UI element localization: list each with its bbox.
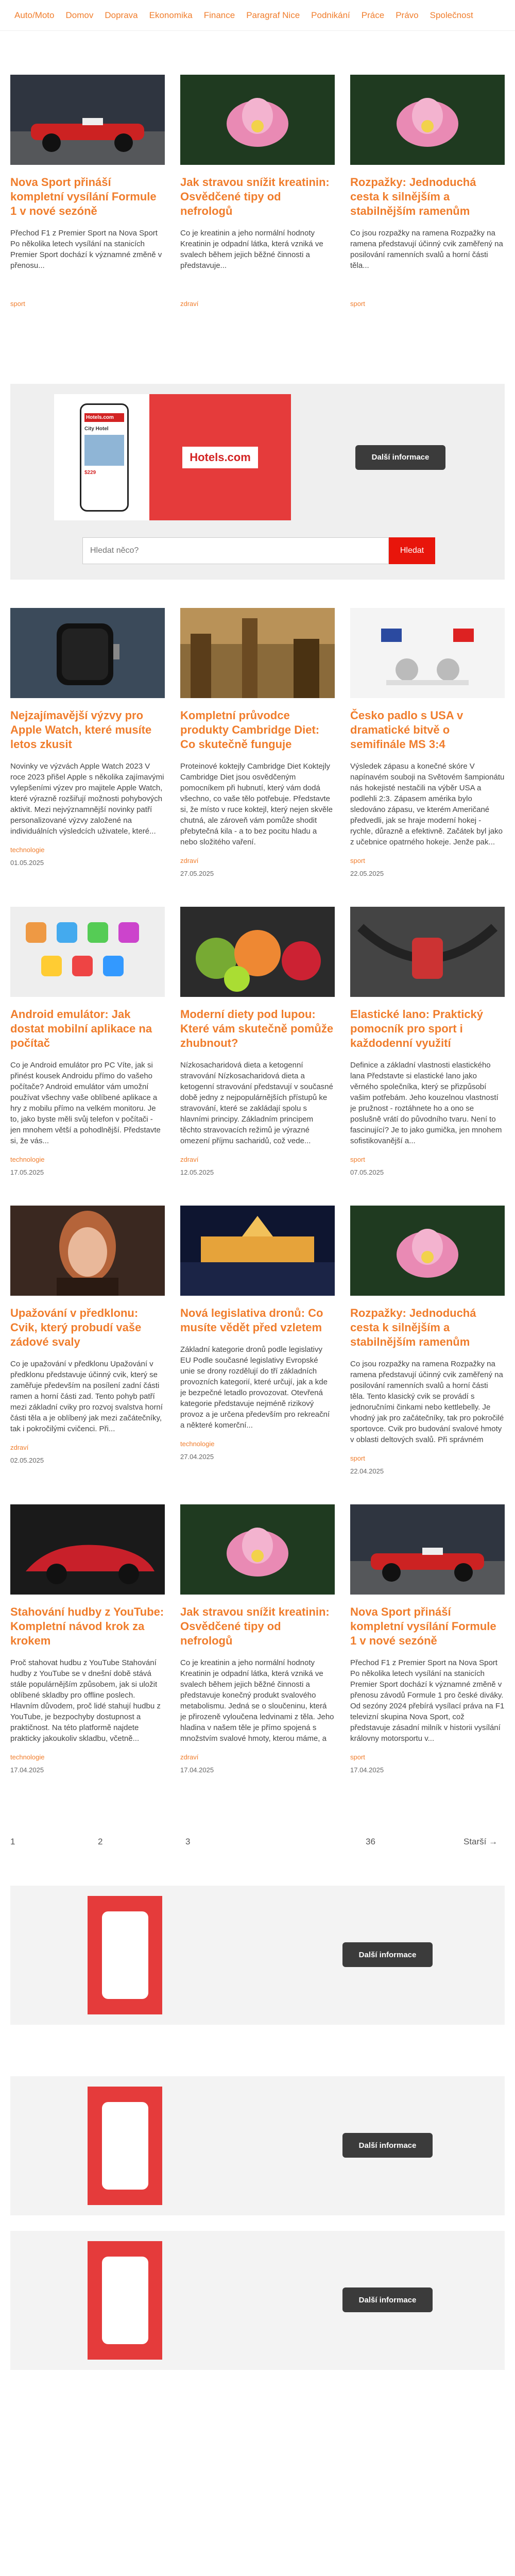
- ad-more-info-button[interactable]: Další informace: [342, 1942, 433, 1967]
- article-thumbnail[interactable]: [180, 1504, 335, 1595]
- ad-more-info-button[interactable]: Další informace: [342, 2133, 433, 2158]
- article-category[interactable]: zdraví: [10, 1444, 29, 1451]
- article-thumbnail[interactable]: [180, 907, 335, 997]
- search-form: [82, 537, 435, 564]
- article-excerpt: Přechod F1 z Premier Sport na Nova Sport Po několika letech vysílání na stanicích Premier Sport dochází k významné změně v přenosu...: [10, 229, 162, 270]
- article-category[interactable]: technologie: [10, 1156, 45, 1163]
- top-articles-grid: [0, 75, 515, 384]
- article-thumbnail[interactable]: [350, 75, 505, 165]
- nav-link-spolecnost[interactable]: Společnost: [430, 10, 473, 20]
- ad-banner: [10, 2231, 505, 2370]
- articles-grid: [0, 608, 515, 1803]
- article-title[interactable]: Elastické lano: Praktický pomocník pro sport i každodenní využití: [350, 1008, 484, 1049]
- article-date: 17.04.2025: [180, 1766, 214, 1774]
- ad-more-info-button[interactable]: Další informace: [342, 2287, 433, 2312]
- article-category[interactable]: sport: [350, 1753, 365, 1761]
- ad-banner-image[interactable]: [88, 1896, 162, 2014]
- article-thumbnail[interactable]: [180, 1206, 335, 1296]
- article-title[interactable]: Česko padlo s USA v dramatické bitvě o semifinále MS 3:4: [350, 709, 464, 751]
- nav-link-pravo[interactable]: Právo: [396, 10, 419, 20]
- article-date: 17.04.2025: [350, 1766, 384, 1774]
- article-title[interactable]: Rozpažky: Jednoduchá cesta k silnějším a stabilnějším ramenům: [350, 1307, 476, 1348]
- article-thumbnail[interactable]: [10, 907, 165, 997]
- article-excerpt: Proč stahovat hudbu z YouTube Stahování hudby z YouTube se v dnešní době stává stále populárnějším způsobem, jak si uložit oblíbené skladby pro offline poslech. Hlavním důvodem, proč lidé stahují hudbu z YouTube, je bezpochyby dostupnost a praktičnost. Na této platformě najdete prakticky jakoukoliv skladbu, včetně...: [10, 1658, 161, 1743]
- article-excerpt: Výsledek zápasu a konečné skóre V napínavém souboji na Světovém šampionátu nás hokejisté nestačili na výběr USA a podlehli 2:3. Zápasem amérika bylo sledováno zápasu, ve kterém Američané předvedli, jak se hraje moderní hokej - rychle, důrazně a efektivně. Začátek byl jako z učebnice opatrného hokeje. Jenže pak...: [350, 762, 505, 846]
- article-excerpt: Novinky ve výzvách Apple Watch 2023 V roce 2023 přišel Apple s několika zajímavými vylepšeními výzev pro majitele Apple Watch, které výrazně rozšiřují možnosti pohybových aktivit. Mezi nejvýznamnější novinky patří personalizované výzvy založené na individuálních výsledcích uživatele, které...: [10, 762, 164, 836]
- article-excerpt: Přechod F1 z Premier Sport na Nova Sport Po několika letech vysílání na stanicích Premier Sport dochází k významné změně v přenosu závodů Formule 1 pro české diváky. Od sezóny 2024 přebírá vysílací práva na F1 televizní skupina Nova Sport, což představuje zásadní milník v historii vysílání královny motorsportu v...: [350, 1658, 505, 1743]
- article-title[interactable]: Jak stravou snížit kreatinin: Osvědčené tipy od nefrologů: [180, 176, 330, 217]
- article-date: 22.04.2025: [350, 1467, 384, 1475]
- article-excerpt: Co jsou rozpažky na ramena Rozpažky na ramena představují účinný cvik zaměřený na posilování ramenních svalů a horní části těla. Tento klasický cvik se provádí s jednoručními činkami nebo kettlebelly. Je vhodný jak pro začátečníky, tak pro pokročilé sportovce. Cvik pro budování svalové hmoty v oblasti deltových svalů. Při správném: [350, 1360, 504, 1444]
- article-excerpt: Definice a základní vlastnosti elastického lana Představte si elastické lano jako věrného společníka, který se přizpůsobí vašim potřebám. Jeho kouzelnou vlastností je pružnost - roztáhnete ho a ono se poslušně vrátí do původního tvaru. Není to fascinující? Je to jako gumička, jen mnohem sofistikovanější a...: [350, 1061, 502, 1145]
- article-thumbnail[interactable]: [350, 1206, 505, 1296]
- article-title[interactable]: Stahování hudby z YouTube: Kompletní návod krok za krokem: [10, 1605, 164, 1647]
- article-card[interactable]: [180, 907, 335, 1206]
- article-category[interactable]: zdraví: [180, 1753, 199, 1761]
- article-title[interactable]: Upažování v předklonu: Cvik, který probudí vaše zádové svaly: [10, 1307, 142, 1348]
- page-link[interactable]: 2: [98, 1837, 103, 1846]
- article-excerpt: Co je Android emulátor pro PC Víte, jak si přinést kousek Androidu přímo do vašeho počítače? Android emulátor vám umožní používat všechny vaše oblíbené aplikace a hry z mobilu přímo na velkém monitoru. Je to, jako byste měli svůj telefon v počítači - jen mnohem větší a pohodlnější. Představte si, že vás...: [10, 1061, 161, 1145]
- next-page-link[interactable]: Starší →: [464, 1837, 498, 1846]
- nav-link-finance[interactable]: Finance: [203, 10, 235, 20]
- article-title[interactable]: Nejzajímavější výzvy pro Apple Watch, které musíte letos zkusit: [10, 709, 152, 751]
- article-title[interactable]: Nová legislativa dronů: Co musíte vědět před vzletem: [180, 1307, 323, 1334]
- article-category[interactable]: zdraví: [180, 1156, 199, 1163]
- article-card[interactable]: [350, 1206, 505, 1504]
- nav-link-auto-moto[interactable]: Auto/Moto: [14, 10, 55, 20]
- nav-link-prace[interactable]: Práce: [361, 10, 385, 20]
- article-excerpt: Co je kreatinin a jeho normální hodnoty Kreatinin je odpadní látka, která vzniká ve svalech během jejich běžné činnosti a představuje...: [180, 229, 323, 270]
- article-thumbnail[interactable]: [350, 608, 505, 698]
- article-card[interactable]: [10, 608, 165, 907]
- article-excerpt: Základní kategorie dronů podle legislativy EU Podle současné legislativy Evropské unie se drony rozdělují do tří základních provozních kategorií, které určují, jak a kde je bezpečné letadlo provozovat. Otevřená kategorie představuje nejméně rizikový provoz a je určena především pro rekreační a některé komerční...: [180, 1345, 330, 1430]
- article-date: 01.05.2025: [10, 859, 44, 867]
- article-thumbnail[interactable]: [350, 1504, 505, 1595]
- article-thumbnail[interactable]: [10, 75, 165, 165]
- article-title[interactable]: Android emulátor: Jak dostat mobilní aplikace na počítač: [10, 1008, 152, 1049]
- article-card[interactable]: [350, 1504, 505, 1803]
- article-date: 17.04.2025: [10, 1766, 44, 1774]
- article-card[interactable]: [10, 75, 165, 384]
- article-excerpt: Co je upažování v předklonu Upažování v předklonu představuje účinný cvik, který se zaměřuje především na posílení zadní části ramen a horní části zad. Tento pohyb patří mezi základní cviky pro rozvoj svalstva horní části těla a je oblíbený jak mezi začátečníky, tak i pokročilými cvičenci. Při...: [10, 1360, 163, 1433]
- ad-banner-image[interactable]: [88, 2241, 162, 2360]
- nav-link-podnikani[interactable]: Podnikání: [311, 10, 350, 20]
- ad-price: $229: [84, 470, 96, 476]
- article-excerpt: Nízkosacharidová dieta a ketogenní stravování Nízkosacharidová dieta a ketogenní stravování představují v současné době jedny z nejpopulárnějších přístupů ke stravování, které se zakládají spolu s hlavními principy. Základním principem těchto stravovacích režimů je výrazné omezení příjmu sacharidů, což vede...: [180, 1061, 333, 1145]
- article-date: 27.05.2025: [180, 870, 214, 877]
- article-card[interactable]: [180, 1206, 335, 1504]
- nav-link-domov[interactable]: Domov: [65, 10, 94, 20]
- article-title[interactable]: Nova Sport přináší kompletní vysílání Formule 1 v nové sezóně: [10, 176, 157, 217]
- article-date: 12.05.2025: [180, 1168, 214, 1176]
- article-card[interactable]: [350, 75, 505, 384]
- article-category[interactable]: zdraví: [180, 300, 199, 308]
- search-input[interactable]: [82, 537, 389, 564]
- article-thumbnail[interactable]: [180, 608, 335, 698]
- article-date: 07.05.2025: [350, 1168, 384, 1176]
- article-category[interactable]: technologie: [180, 1440, 215, 1448]
- nav-link-doprava[interactable]: Doprava: [105, 10, 138, 20]
- ad-image[interactable]: [54, 394, 291, 520]
- page-link[interactable]: 36: [366, 1837, 375, 1846]
- article-date: 22.05.2025: [350, 870, 384, 877]
- page-link[interactable]: 1: [10, 1837, 15, 1846]
- article-thumbnail[interactable]: [10, 608, 165, 698]
- ad-banner-image[interactable]: [88, 2087, 162, 2205]
- article-card[interactable]: [180, 1504, 335, 1803]
- article-date: 27.04.2025: [180, 1453, 214, 1461]
- article-title[interactable]: Kompletní průvodce produkty Cambridge Diet: Co skutečně funguje: [180, 709, 320, 751]
- article-category[interactable]: sport: [10, 300, 25, 308]
- article-date: 17.05.2025: [10, 1168, 44, 1176]
- article-date: 02.05.2025: [10, 1456, 44, 1464]
- ad-brand-label: Hotels.com: [84, 413, 124, 422]
- article-excerpt: Co jsou rozpažky na ramena Rozpažky na ramena představují účinný cvik zaměřený na posilování ramenních svalů a horní části těla...: [350, 229, 503, 270]
- main-nav: [0, 0, 515, 31]
- ad-more-info-button[interactable]: Další informace: [355, 445, 445, 470]
- ad-search-box: [10, 384, 505, 580]
- article-thumbnail[interactable]: [10, 1504, 165, 1595]
- nav-link-ekonomika[interactable]: Ekonomika: [149, 10, 193, 20]
- article-title[interactable]: Jak stravou snížit kreatinin: Osvědčené tipy od nefrologů: [180, 1605, 330, 1647]
- article-category[interactable]: sport: [350, 1156, 365, 1163]
- search-button[interactable]: Hledat: [389, 537, 435, 564]
- article-category[interactable]: technologie: [10, 1753, 45, 1761]
- ad-logo: Hotels.com: [182, 447, 258, 468]
- article-card[interactable]: [180, 75, 335, 384]
- article-category[interactable]: sport: [350, 1454, 365, 1462]
- article-category[interactable]: zdraví: [180, 857, 199, 865]
- article-excerpt: Proteinové koktejly Cambridge Diet Koktejly Cambridge Diet jsou osvědčeným pomocníkem při hubnutí, který vám dodá všechno, co vaše tělo potřebuje. Představte si, že místo v ruce koktejl, který nejen skvěle chutná, ale zároveň vám pomůže shodit přebytečná kila - a to bez pocitu hladu a nebo složitého vaření.: [180, 762, 333, 846]
- article-card[interactable]: [10, 1504, 165, 1803]
- article-card[interactable]: [10, 1206, 165, 1504]
- article-category[interactable]: sport: [350, 857, 365, 865]
- article-card[interactable]: [350, 608, 505, 907]
- article-thumbnail[interactable]: [10, 1206, 165, 1296]
- nav-link-paragraf[interactable]: Paragraf Nice: [246, 10, 300, 20]
- ad-banner: [10, 1886, 505, 2025]
- article-card[interactable]: [10, 907, 165, 1206]
- article-category[interactable]: sport: [350, 300, 365, 308]
- ad-banner: [10, 2076, 505, 2215]
- article-excerpt: Co je kreatinin a jeho normální hodnoty Kreatinin je odpadní látka, která vzniká ve svalech během jejich běžné činnosti a představuje konečný produkt svalového metabolismu. Jedná se o sloučeninu, která je přirozeně vyloučena ledvinami z těla. Jeho hladina v našem těle je přímo spojená s množstvím svalové hmoty, kterou máme, a: [180, 1658, 334, 1743]
- pagination: [0, 1803, 515, 1880]
- article-title[interactable]: Moderní diety pod lupou: Které vám skutečně pomůže zhubnout?: [180, 1008, 334, 1049]
- article-category[interactable]: technologie: [10, 846, 45, 854]
- article-thumbnail[interactable]: [180, 75, 335, 165]
- page-link[interactable]: 3: [185, 1837, 191, 1846]
- article-title[interactable]: Nova Sport přináší kompletní vysílání Formule 1 v nové sezóně: [350, 1605, 496, 1647]
- ad-phone-title: City Hotel: [84, 426, 109, 432]
- article-card[interactable]: [350, 907, 505, 1206]
- article-thumbnail[interactable]: [350, 907, 505, 997]
- article-title[interactable]: Rozpažky: Jednoduchá cesta k silnějším a stabilnějším ramenům: [350, 176, 476, 217]
- article-card[interactable]: [180, 608, 335, 907]
